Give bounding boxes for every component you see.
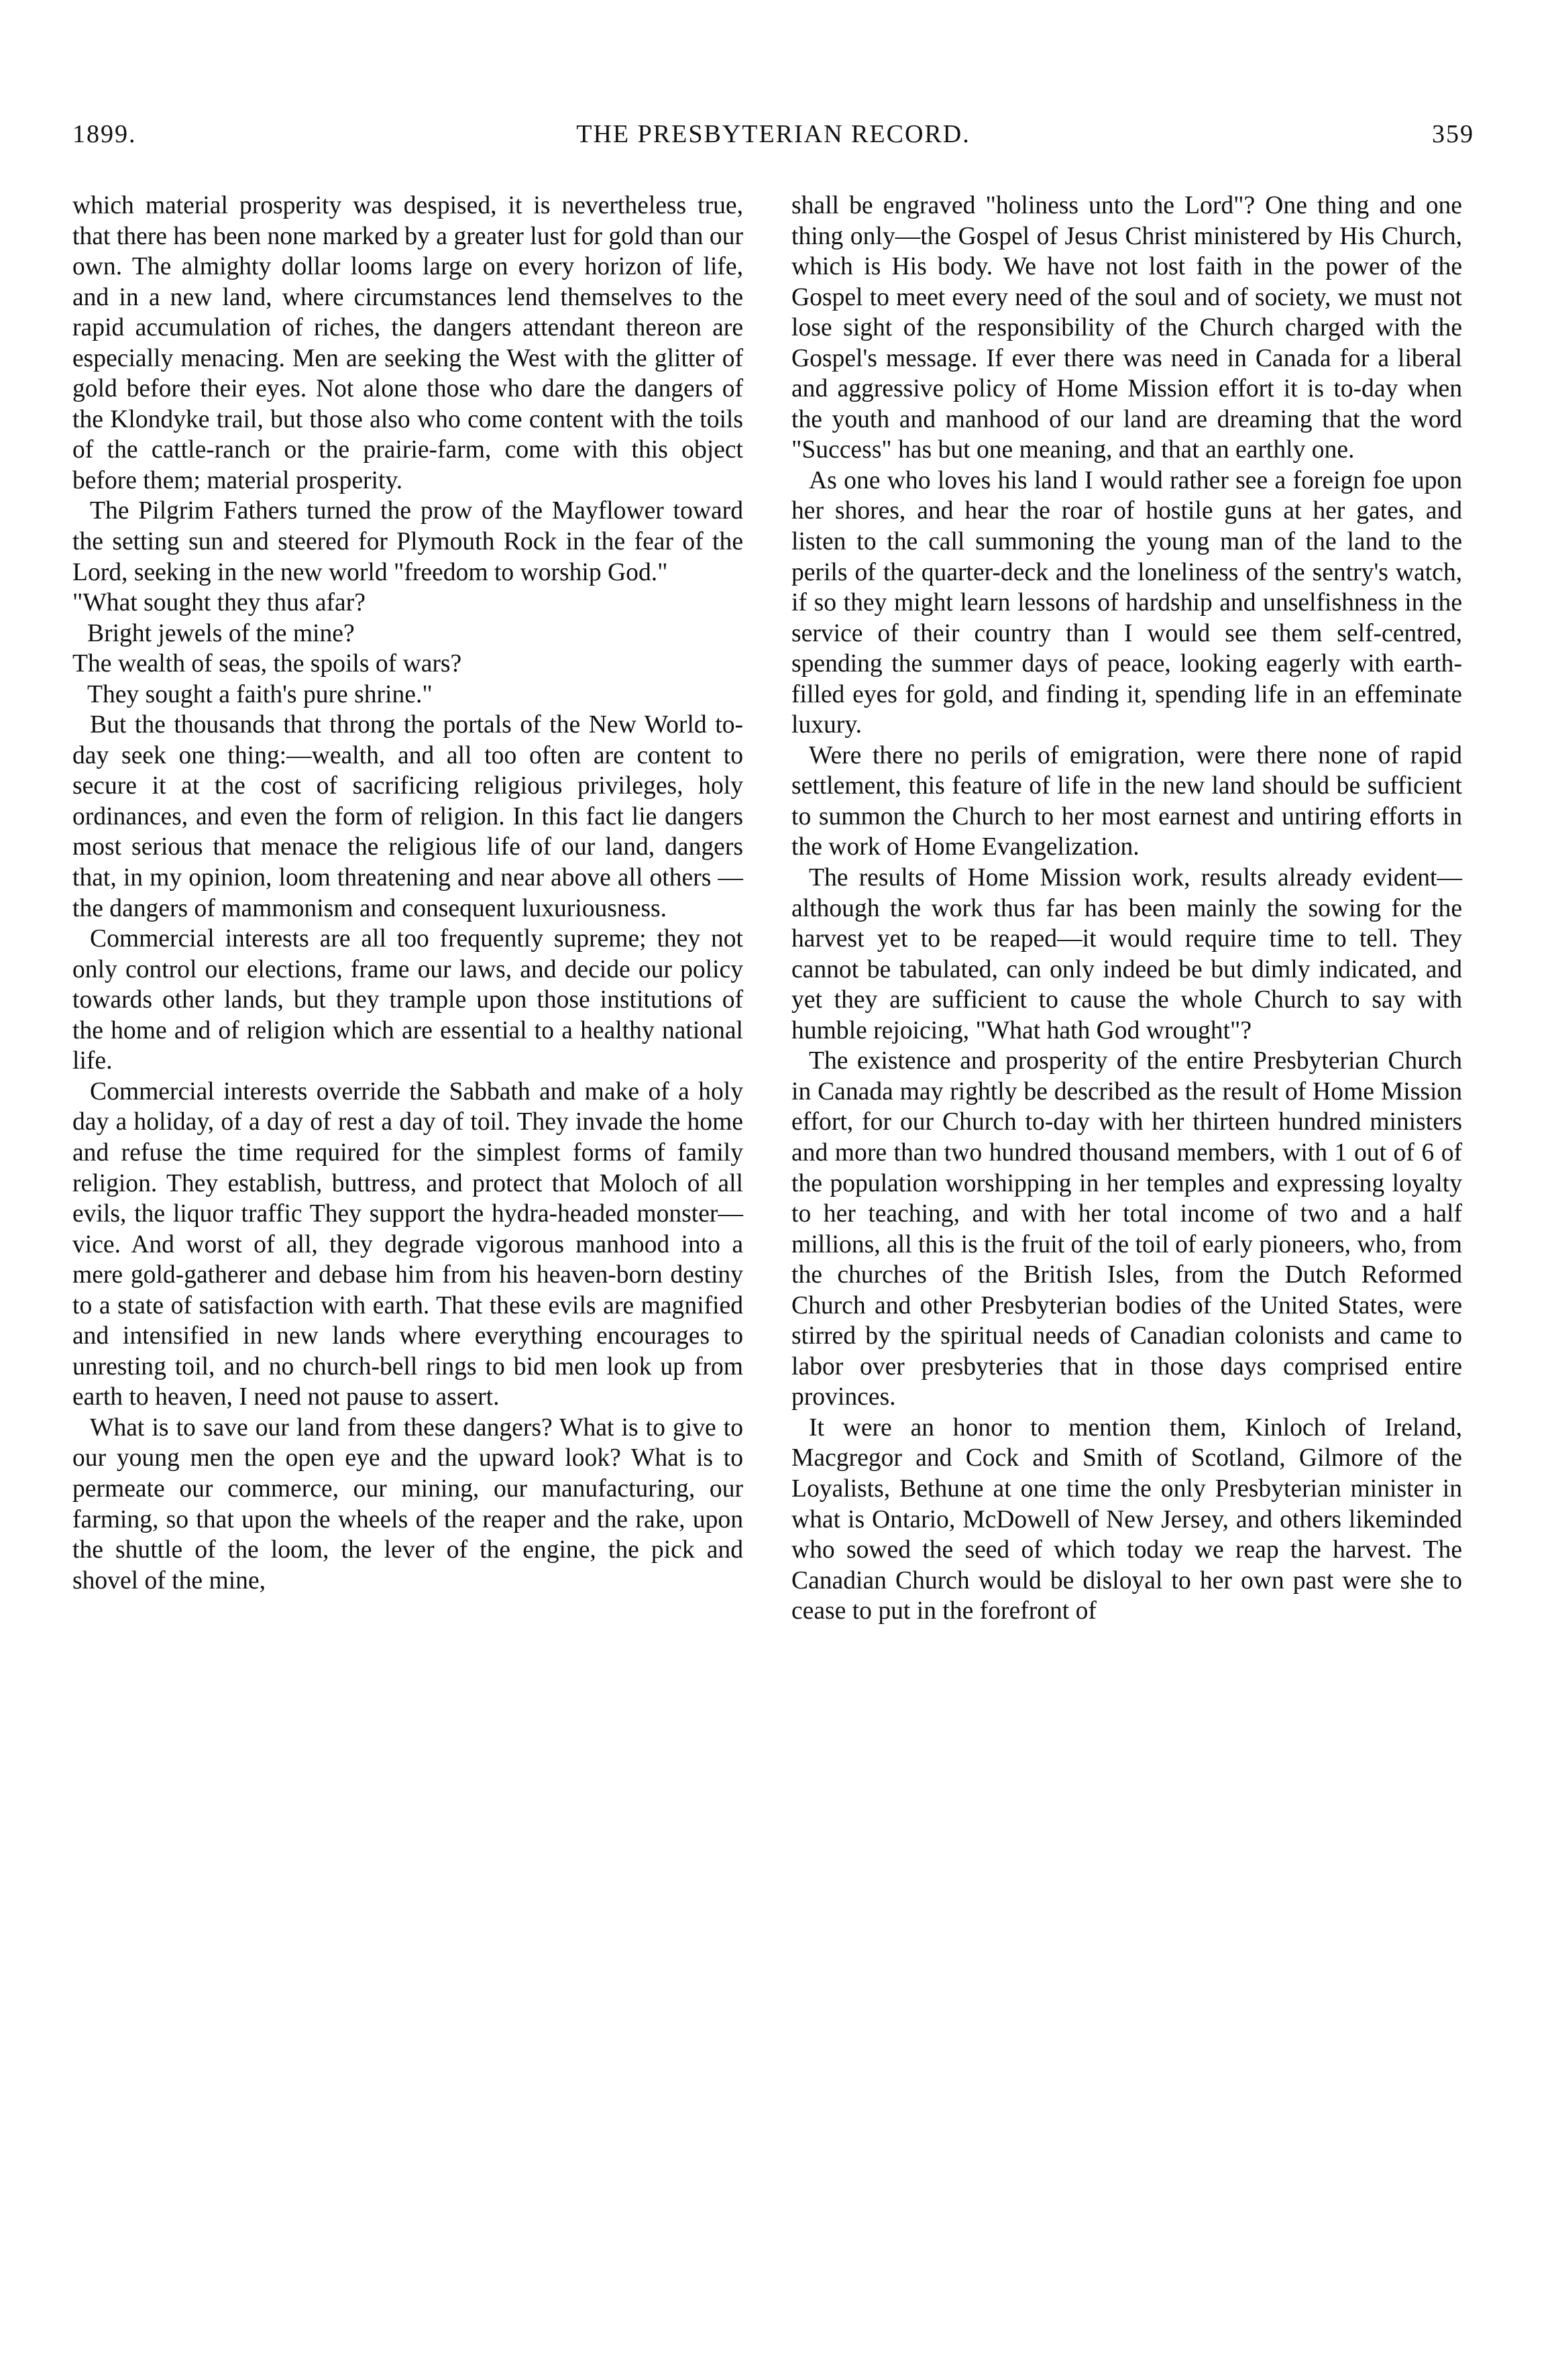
paragraph: What is to save our land from these dangers? What is to give to our young men the open eye and the upward look? What is to permeate our commerce, our mining, our manufacturing, our farming, so that upon the wheels of the reaper and the rake, upon the shuttle of the loom, the lever of the engine, the pick and shovel of the mine, [72, 1413, 743, 1594]
running-header [72, 119, 1474, 166]
poem-quote [72, 588, 743, 710]
paragraph: The Pilgrim Fathers turned the prow of the Mayflower toward the setting sun and steered for Plymouth Rock in the fear of the Lord, seeking in the new world "freedom to worship God." [72, 497, 743, 586]
paragraph: As one who loves his land I would rather see a foreign foe upon her shores, and hear the roar of hostile guns at her gates, and listen to the call summoning the young man of the land to the perils of the quarter-deck and the loneliness of the sentry's watch, if so they might learn lessons of hardship and unselfishness in the service of their country than I would see them self-centred, spending the summer days of peace, looking eagerly with earth-filled eyes for gold, and finding it, spending life in an effeminate luxury. [791, 466, 1462, 739]
right-column [791, 191, 1462, 1627]
paragraph: Were there no perils of emigration, were there none of rapid settlement, this feature of life in the new land should be sufficient to summon the Church to her most earnest and untiring efforts in the work of Home Evangelization. [791, 741, 1462, 861]
poem-line: "What sought they thus afar? [72, 589, 366, 617]
paragraph: It were an honor to mention them, Kinloch of Ireland, Macgregor and Cock and Smith of Scotland, Gilmore of the Loyalists, Bethune at one time the only Presbyterian minister in what is Ontario, McDowell of New Jersey, and others likeminded who sowed the seed of which today we reap the harvest. The Canadian Church would be disloyal to her own past were she to cease to put in the forefront of [791, 1413, 1462, 1625]
poem-line: They sought a faith's pure shrine." [87, 680, 433, 708]
paragraph: shall be engraved "holiness unto the Lord"? One thing and one thing only—the Gospel of Jesus Christ ministered by His Church, which is His body. We have not lost faith in the power of the Gospel to meet every need of the soul and of society, we must not lose sight of the responsibility of the Church charged with the Gospel's message. If ever there was need in Canada for a liberal and aggressive policy of Home Mission effort it is to-day when the youth and manhood of our land are dreaming that the word "Success" has but one meaning, and that an earthly one. [791, 192, 1462, 464]
paragraph: The results of Home Mission work, results already evident—although the work thus far has been mainly the sowing for the harvest yet to be reaped—it would require time to tell. They cannot be tabulated, can only indeed be but dimly indicated, and yet they are sufficient to cause the whole Church to say with humble rejoicing, "What hath God wrought"? [791, 864, 1462, 1044]
poem-line: The wealth of seas, the spoils of wars? [72, 650, 462, 678]
poem-line: Bright jewels of the mine? [87, 619, 355, 647]
paragraph: Commercial interests are all too frequently supreme; they not only control our elections, frame our laws, and decide our policy towards other lands, but they trample upon those institutions of the home and of religion which are essential to a healthy national life. [72, 925, 743, 1075]
paragraph: But the thousands that throng the portals of the New World to-day seek one thing:—wealth, and all too often are content to secure it at the cost of sacrificing religious privileges, holy ordinances, and even the form of religion. In this fact lie dangers most serious that menace the religious life of our land, dangers that, in my opinion, loom threatening and near above all others —the dangers of mammonism and consequent luxuriousness. [72, 711, 743, 922]
header-page-number: 359 [1432, 120, 1474, 148]
header-journal-title: THE PRESBYTERIAN RECORD. [576, 120, 971, 148]
paragraph: which material prosperity was despised, it is nevertheless true, that there has been none marked by a greater lust for gold than our own. The almighty dollar looms large on every horizon of life, and in a new land, where circumstances lend themselves to the rapid accumulation of riches, the dangers attendant thereon are especially menacing. Men are seeking the West with the glitter of gold before their eyes. Not alone those who dare the dangers of the Klondyke trail, but those also who come content with the toils of the cattle-ranch or the prairie-farm, come with this object before them; material prosperity. [72, 192, 743, 494]
header-year: 1899. [72, 120, 137, 148]
paragraph: The existence and prosperity of the entire Presbyterian Church in Canada may rightly be described as the result of Home Mission effort, for our Church to-day with her thirteen hundred ministers and more than two hundred thousand members, with 1 out of 6 of the population worshipping in her temples and expressing loyalty to her teaching, and with her total income of two and a half millions, all this is the fruit of the toil of early pioneers, who, from the churches of the British Isles, from the Dutch Reformed Church and other Presbyterian bodies of the United States, were stirred by the spiritual needs of Canadian colonists and came to labor over presbyteries that in those days comprised entire provinces. [791, 1047, 1462, 1411]
left-column [72, 191, 743, 1596]
paragraph: Commercial interests override the Sabbath and make of a holy day a holiday, of a day of rest a day of toil. They invade the home and refuse the time required for the simplest forms of family religion. They establish, buttress, and protect that Moloch of all evils, the liquor traffic They support the hydra-headed monster—vice. And worst of all, they degrade vigorous manhood into a mere gold-gatherer and debase him from his heaven-born destiny to a state of satisfaction with earth. That these evils are magnified and intensified in new lands where everything encourages to unresting toil, and no church-bell rings to bid men look up from earth to heaven, I need not pause to assert. [72, 1077, 743, 1411]
